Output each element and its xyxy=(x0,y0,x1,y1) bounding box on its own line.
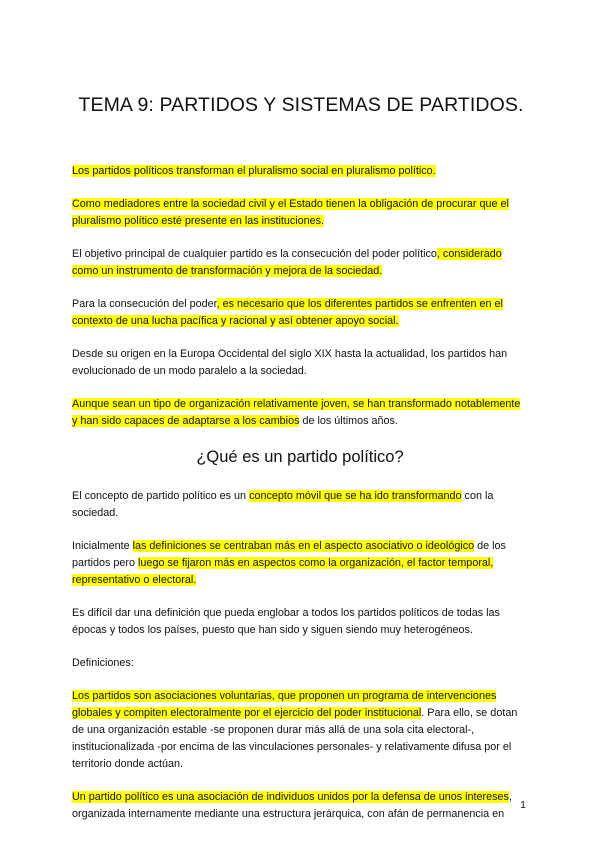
highlight: Como mediadores entre la sociedad civil y el Estado tienen la obligación de procurar que el pluralismo político esté presente en las instituciones. xyxy=(72,198,509,227)
paragraph-9 xyxy=(72,605,528,639)
text: . Para ello, se dotan de una organización estable -se proponen durar más allá de una sola cita electoral-, institucionalizada -por encima de las vinculaciones personales- y relativamente difusa por el territorio donde actúan. xyxy=(72,707,518,770)
paragraph-7 xyxy=(72,488,528,522)
text: Es difícil dar una definición que pueda englobar a todos los partidos políticos de todas las épocas y todos los países, puesto que han sido y siguen siendo muy heterogéneos. xyxy=(72,607,500,636)
text: de los últimos años. xyxy=(299,415,398,427)
page-number: 1 xyxy=(520,799,526,811)
highlight: concepto móvil que se ha ido transformando xyxy=(249,490,462,502)
text: Inicialmente xyxy=(72,540,133,552)
highlight: las definiciones se centraban más en el aspecto asociativo o ideológico xyxy=(132,540,475,552)
text: de los partidos pero xyxy=(72,540,506,569)
page-title: TEMA 9: PARTIDOS Y SISTEMAS DE PARTIDOS. xyxy=(78,94,524,116)
text: El concepto de partido político es un xyxy=(72,490,250,502)
paragraph-6 xyxy=(72,396,528,430)
highlight: Los partidos son asociaciones voluntarias, que proponen un programa de intervenciones globales y compiten electoralmente por el ejercicio del poder institucional xyxy=(72,690,497,719)
highlight: , considerado como un instrumento de transformación y mejora de la sociedad. xyxy=(72,248,502,277)
text: Definiciones: xyxy=(72,657,134,669)
text: Para la consecución del poder xyxy=(72,298,217,310)
section-heading: ¿Qué es un partido político? xyxy=(196,448,404,466)
highlight: Los partidos políticos transforman el pluralismo social en pluralismo político. xyxy=(72,165,436,177)
highlight: , es necesario que los diferentes partidos se enfrenten en el contexto de una lucha pacífica y racional y así obtener apoyo social. xyxy=(72,298,503,327)
paragraph-4 xyxy=(72,296,528,330)
paragraph-1 xyxy=(72,163,528,180)
paragraph-10 xyxy=(72,655,528,672)
paragraph-5 xyxy=(72,346,528,380)
highlight: luego se fijaron más en aspectos como la organización, el factor temporal, representativo o electoral. xyxy=(72,557,494,586)
highlight: Un partido político es una asociación de individuos unidos por la defensa de unos intereses xyxy=(72,791,509,803)
paragraph-2 xyxy=(72,196,528,230)
document-body xyxy=(72,163,528,839)
paragraph-11 xyxy=(72,688,528,773)
text: , organizada internamente mediante una estructura jerárquica, con afán de permanencia en xyxy=(72,791,512,820)
text: con la sociedad. xyxy=(72,490,494,519)
text: Desde su origen en la Europa Occidental del siglo XIX hasta la actualidad, los partidos han evolucionado de un modo paralelo a la sociedad. xyxy=(72,348,508,377)
paragraph-12 xyxy=(72,789,528,823)
highlight: Aunque sean un tipo de organización relativamente joven, se han transformado notablemente y han sido capaces de adaptarse a los cambios xyxy=(72,398,521,427)
text: El objetivo principal de cualquier partido es la consecución del poder político xyxy=(72,248,437,260)
paragraph-3 xyxy=(72,246,528,280)
paragraph-8 xyxy=(72,538,528,589)
